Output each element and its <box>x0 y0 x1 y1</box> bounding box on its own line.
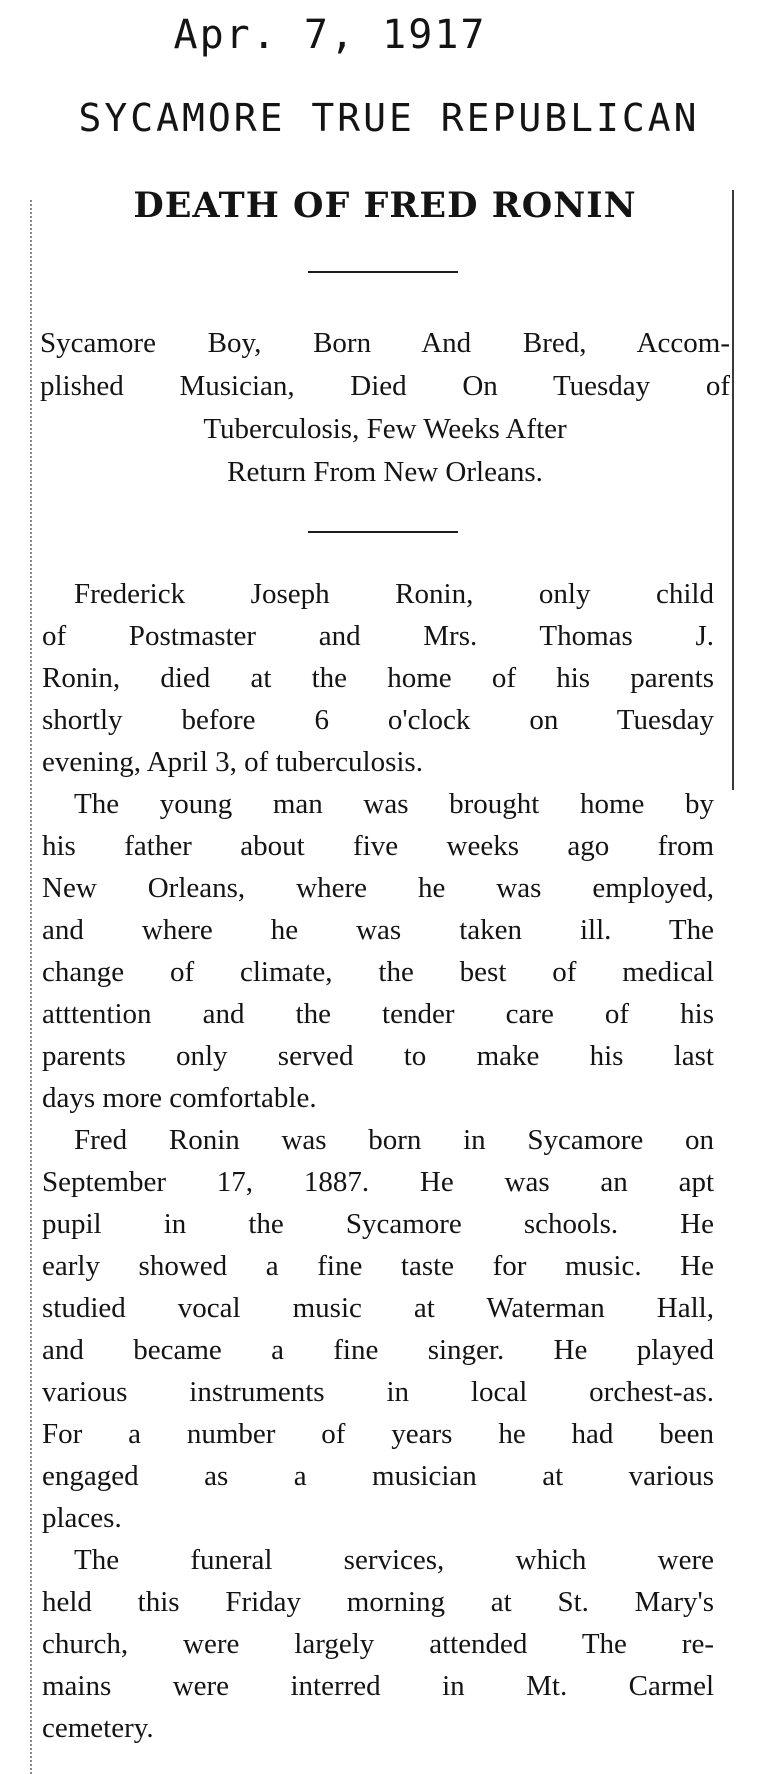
deck-divider <box>308 531 458 533</box>
body-line: studied vocal music at Waterman Hall, <box>42 1292 714 1324</box>
headline-divider <box>308 271 458 273</box>
body-line: change of climate, the best of medical <box>42 956 714 988</box>
body-line: Frederick Joseph Ronin, only child <box>74 578 714 610</box>
deck-line: Tuberculosis, Few Weeks After <box>203 413 567 445</box>
body-line: September 17, 1887. He was an apt <box>42 1166 714 1198</box>
body-line: Ronin, died at the home of his parents <box>42 662 714 694</box>
body-line: parents only served to make his last <box>42 1040 714 1072</box>
body-line: cemetery. <box>42 1712 154 1744</box>
deck-line: Return From New Orleans. <box>227 456 543 488</box>
body-line: of Postmaster and Mrs. Thomas J. <box>42 620 714 652</box>
body-line: New Orleans, where he was employed, <box>42 872 714 904</box>
body-line: evening, April 3, of tuberculosis. <box>42 746 423 778</box>
article-deck <box>40 322 730 494</box>
body-line: various instruments in local orchest-as. <box>42 1376 714 1408</box>
body-line: and where he was taken ill. The <box>42 914 714 946</box>
body-line: held this Friday morning at St. Mary's <box>42 1586 714 1618</box>
publication-date: Apr. 7, 1917 <box>173 12 487 58</box>
body-line: For a number of years he had been <box>42 1418 714 1450</box>
column-right-border <box>732 190 734 790</box>
deck-line: plished Musician, Died On Tuesday of <box>40 370 730 402</box>
body-line: shortly before 6 o'clock on Tuesday <box>42 704 714 736</box>
article-headline: DEATH OF FRED RONIN <box>133 185 637 226</box>
deck-line: Sycamore Boy, Born And Bred, Accom- <box>40 327 730 359</box>
body-line: church, were largely attended The re- <box>42 1628 714 1660</box>
body-line: The young man was brought home by <box>74 788 714 820</box>
body-line: mains were interred in Mt. Carmel <box>42 1670 714 1702</box>
body-line: pupil in the Sycamore schools. He <box>42 1208 714 1240</box>
body-line: The funeral services, which were <box>74 1544 714 1576</box>
newspaper-name: SYCAMORE TRUE REPUBLICAN <box>78 96 700 140</box>
body-line: places. <box>42 1502 122 1534</box>
article-body <box>42 573 714 1749</box>
body-line: engaged as a musician at various <box>42 1460 714 1492</box>
body-line: his father about five weeks ago from <box>42 830 714 862</box>
body-line: early showed a fine taste for music. He <box>42 1250 714 1282</box>
body-line: days more comfortable. <box>42 1082 317 1114</box>
body-line: atttention and the tender care of his <box>42 998 714 1030</box>
body-line: and became a fine singer. He played <box>42 1334 714 1366</box>
column-left-border <box>30 200 32 1774</box>
body-line: Fred Ronin was born in Sycamore on <box>74 1124 714 1156</box>
